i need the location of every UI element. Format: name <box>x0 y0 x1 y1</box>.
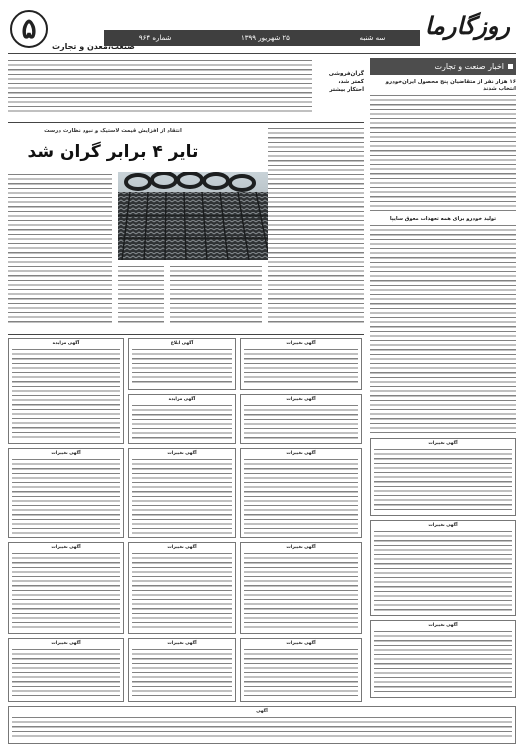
notice-body <box>12 717 512 740</box>
notice-body <box>374 449 512 512</box>
legal-notice <box>128 638 236 702</box>
notice-body <box>132 405 232 440</box>
divider <box>8 334 364 335</box>
issue-number: شماره ۹۶۴ <box>138 34 172 42</box>
legal-notice <box>8 448 124 538</box>
notice-title: آگهی تغییرات <box>286 641 316 646</box>
notice-body <box>374 531 512 612</box>
square-bullet-icon <box>508 64 513 69</box>
notice-title: آگهی تغییرات <box>428 523 458 528</box>
story-title: تولید خودرو برای همه تعهدات معوق سایپا <box>389 216 497 222</box>
story-title: ۱۶ هزار نفر از متقاضیان پنج محصول ایران‌خودرو انتخاب شدند <box>385 79 516 92</box>
issue-date: ۲۵ شهریور ۱۳۹۹ <box>241 34 290 42</box>
notice-title: آگهی تغییرات <box>167 451 197 456</box>
legal-notice <box>370 520 516 616</box>
industry-news-column <box>370 58 516 434</box>
notice-title: آگهی تغییرات <box>286 341 316 346</box>
story-headline: تایر ۴ برابر گران شد <box>27 142 199 162</box>
legal-notice <box>370 438 516 516</box>
story-body <box>370 95 516 213</box>
story-title: گران‌فروشی کمتر شد، احتکار بیشتر <box>328 71 364 93</box>
legal-notice <box>8 542 124 634</box>
notice-body <box>244 405 358 440</box>
legal-notice <box>240 448 362 538</box>
notice-title: آگهی <box>256 709 268 714</box>
legal-notice <box>128 338 236 390</box>
issue-bar <box>104 30 420 46</box>
notice-body <box>132 459 232 534</box>
story-body <box>268 128 364 324</box>
top-story <box>8 58 364 118</box>
legal-notice <box>370 620 516 698</box>
legal-notice <box>8 638 124 702</box>
legal-notice <box>240 338 362 390</box>
tires-photo <box>118 172 268 260</box>
notice-body <box>12 349 120 440</box>
legal-notice <box>128 542 236 634</box>
notice-title: آگهی تغییرات <box>51 641 81 646</box>
notice-title: آگهی تغییرات <box>286 545 316 550</box>
main-story-head <box>8 128 218 163</box>
legal-notice <box>240 638 362 702</box>
notice-title: آگهی تغییرات <box>428 623 458 628</box>
notice-title: آگهی مزایده <box>52 341 80 346</box>
divider <box>8 122 364 123</box>
section-header-label: اخبار صنعت و تجارت <box>434 62 504 71</box>
masthead <box>8 6 516 52</box>
story-body <box>8 174 112 326</box>
notice-body <box>132 553 232 630</box>
legal-notice <box>240 542 362 634</box>
notice-body <box>244 649 358 698</box>
notice-title: آگهی تغییرات <box>286 397 316 402</box>
notice-body <box>374 631 512 694</box>
story-kicker: انتقاد از افزایش قیمت لاستیک و نبود نظارت درست <box>44 128 182 134</box>
notice-title: آگهی تغییرات <box>51 451 81 456</box>
notice-body <box>12 553 120 630</box>
notice-title: آگهی تغییرات <box>167 641 197 646</box>
story-body <box>370 225 516 435</box>
notice-title: آگهی ابلاغ <box>170 341 194 346</box>
page-number: ۵ <box>10 10 48 48</box>
notice-title: آگهی تغییرات <box>51 545 81 550</box>
legal-notice <box>8 706 516 744</box>
notice-body <box>12 649 120 698</box>
story-body <box>8 60 312 114</box>
tires-illustration <box>118 172 268 260</box>
notice-body <box>244 349 358 386</box>
legal-notice <box>8 338 124 444</box>
legal-notice <box>240 394 362 444</box>
notice-body <box>132 649 232 698</box>
notice-title: آگهی تغییرات <box>286 451 316 456</box>
notice-body <box>132 349 232 386</box>
notice-title: آگهی مزایده <box>168 397 196 402</box>
newspaper-logo: روزگارما <box>424 11 510 40</box>
section-name: صنعت،معدن و تجارت <box>52 42 135 51</box>
notice-body <box>12 459 120 534</box>
notice-title: آگهی تغییرات <box>167 545 197 550</box>
issue-day: سه شنبه <box>359 34 386 42</box>
story-body <box>118 266 164 326</box>
legal-notice <box>128 448 236 538</box>
masthead-divider <box>8 53 516 54</box>
section-header <box>370 58 516 75</box>
notice-body <box>244 553 358 630</box>
legal-notice <box>128 394 236 444</box>
notice-body <box>244 459 358 534</box>
notice-title: آگهی تغییرات <box>428 441 458 446</box>
story-body <box>170 266 262 326</box>
